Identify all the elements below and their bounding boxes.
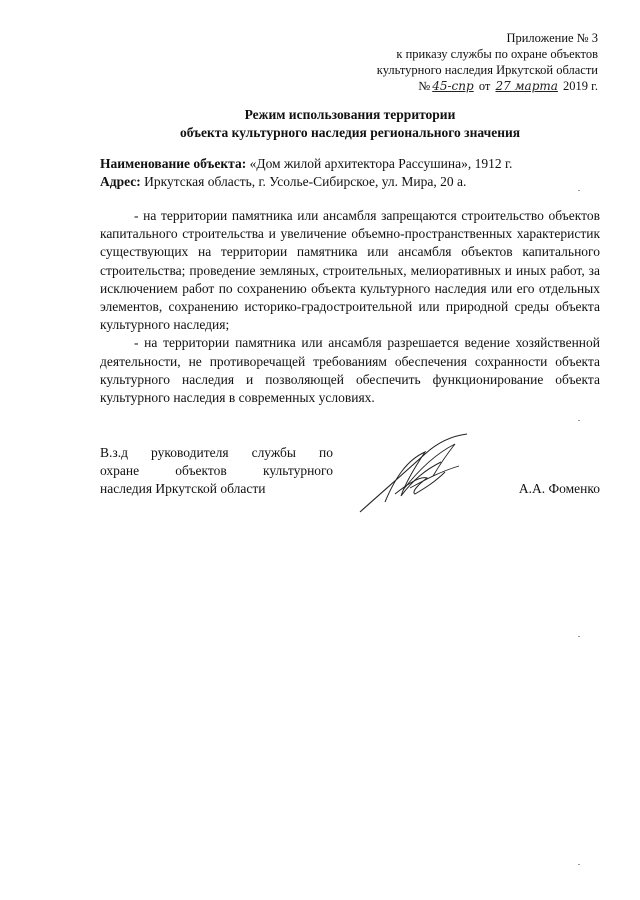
signatory-position-line-1: В.з.д руководителя службы по — [100, 445, 333, 460]
signatory-position — [100, 444, 333, 498]
regime-body — [100, 207, 600, 407]
document-title — [100, 106, 600, 142]
signatory-position-line-2: охране объектов культурного — [100, 463, 333, 478]
order-date-prefix: от — [478, 79, 491, 93]
object-address-row — [100, 173, 600, 191]
scan-speck — [578, 864, 580, 865]
appendix-line-3: культурного наследия Иркутской области — [376, 63, 598, 77]
signatory-name: А.А. Фоменко — [518, 481, 600, 496]
object-name-label: Наименование объекта: — [100, 156, 247, 171]
object-name-row — [100, 155, 600, 173]
appendix-line-1: Приложение № 3 — [506, 31, 598, 45]
scan-speck — [578, 636, 580, 637]
appendix-header — [298, 30, 598, 94]
object-address-label: Адрес: — [100, 174, 141, 189]
title-line-1: Режим использования территории — [244, 107, 456, 122]
order-year: 2019 г. — [563, 79, 598, 93]
handwritten-signature — [355, 432, 485, 517]
appendix-line-2: к приказу службы по охране объектов — [396, 47, 598, 61]
object-name-value: «Дом жилой архитектора Рассушина», 1912 г. — [249, 156, 513, 171]
regime-paragraph-permissions: - на территории памятника или ансамбля разрешается ведение хозяйственной деятельности, не противоречащей требованиям обеспечения сохранности объекта культурного наследия и позволяющей обеспечить функционирование объекта культурного наследия в современных условиях. — [100, 335, 600, 406]
regime-paragraph-prohibitions: - на территории памятника или ансамбля запрещаются строительство объектов капитального строительства и увеличение объемно-пространственных характеристик существующих на территории памятника или ансамбля объектов капитального строительства; проведение земляных, строительных, мелиоративных и иных работ, за исключением работ по сохранению объекта культурного наследия или его отдельных элементов, сохранению историко-градостроительной или природной среды объекта культурного наследия; — [100, 208, 600, 333]
scan-speck — [578, 420, 580, 421]
object-address-value: Иркутская область, г. Усолье-Сибирское, ул. Мира, 20 а. — [144, 174, 467, 189]
appendix-order-line — [298, 78, 598, 94]
order-number-prefix: № — [418, 79, 431, 93]
scan-speck — [578, 190, 580, 191]
order-date-handwritten: 27 марта — [495, 79, 558, 93]
signatory-position-line-3: наследия Иркутской области — [100, 481, 266, 496]
object-info — [100, 155, 600, 191]
title-line-2: объекта культурного наследия регионального значения — [179, 125, 521, 140]
order-number-handwritten: 45-спр — [432, 79, 474, 93]
